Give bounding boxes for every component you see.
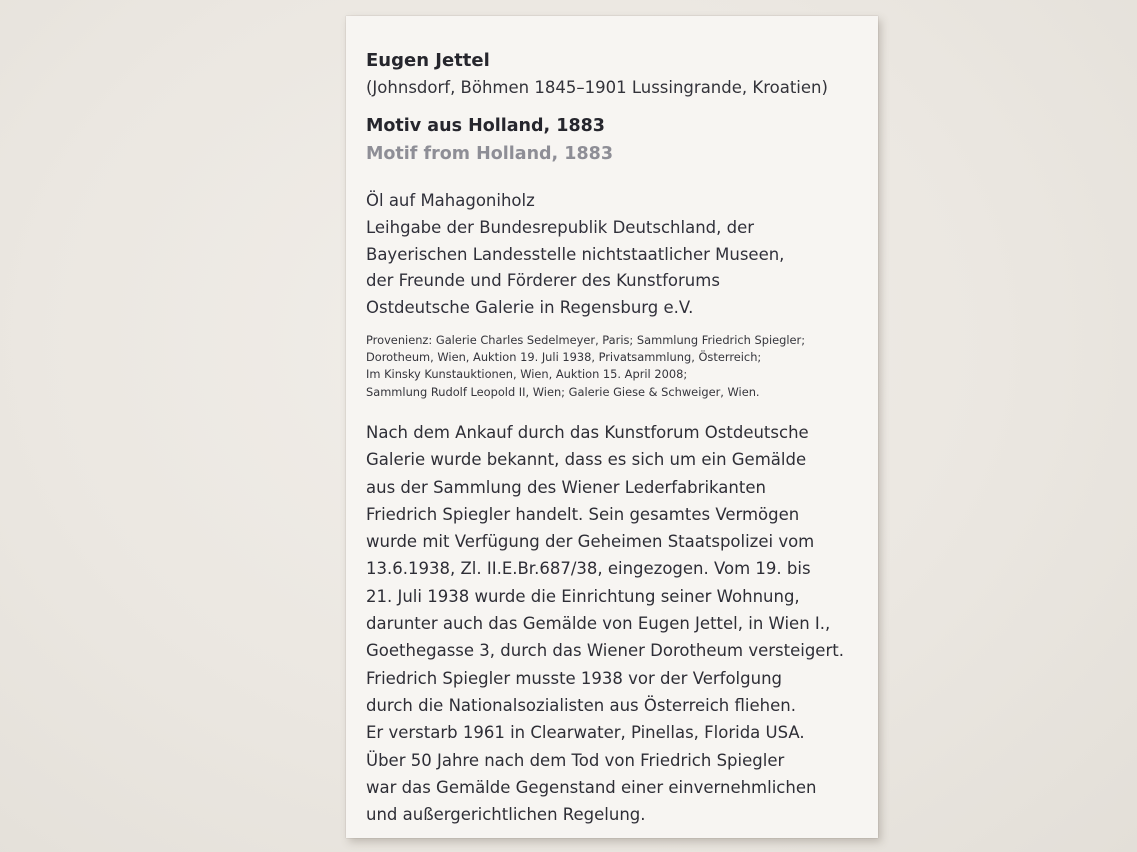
description-line: 13.6.1938, Zl. II.E.Br.687/38, eingezogen. Vom 19. bis xyxy=(366,559,811,579)
description-line: Galerie wurde bekannt, dass es sich um ein Gemälde xyxy=(366,450,807,470)
description-line: Über 50 Jahre nach dem Tod von Friedrich Spiegler xyxy=(366,750,785,770)
provenance-line: Dorotheum, Wien, Auktion 19. Juli 1938, Privatsammlung, Österreich; xyxy=(366,350,762,365)
description-line: darunter auch das Gemälde von Eugen Jettel, in Wien I., xyxy=(366,614,831,634)
provenance-line: Im Kinsky Kunstauktionen, Wien, Auktion 15. April 2008; xyxy=(366,367,688,382)
loan-line: Ostdeutsche Galerie in Regensburg e.V. xyxy=(366,298,694,318)
medium-line: Öl auf Mahagoniholz xyxy=(366,191,535,210)
loan-line: der Freunde und Förderer des Kunstforums xyxy=(366,271,720,291)
description-line: Nach dem Ankauf durch das Kunstforum Ostdeutsche xyxy=(366,423,809,442)
description-line: und außergerichtlichen Regelung. xyxy=(366,805,646,825)
description-line: aus der Sammlung des Wiener Lederfabrikanten xyxy=(366,477,766,497)
description-line: Friedrich Spiegler musste 1938 vor der Verfolgung xyxy=(366,668,783,688)
description-line: Goethegasse 3, durch das Wiener Dorotheum versteigert. xyxy=(366,641,844,661)
description-block xyxy=(366,419,844,828)
provenance-line: Sammlung Rudolf Leopold II, Wien; Galerie Giese & Schweiger, Wien. xyxy=(366,384,760,399)
description-line: war das Gemälde Gegenstand einer einvernehmlichen xyxy=(366,777,817,797)
description-line: wurde mit Verfügung der Geheimen Staatspolizei vom xyxy=(366,532,815,552)
medium-and-loan-block xyxy=(366,188,784,322)
description-line: Er verstarb 1961 in Clearwater, Pinellas, Florida USA. xyxy=(366,723,805,743)
provenance-block xyxy=(366,332,805,401)
loan-line: Leihgabe der Bundesrepublik Deutschland, der xyxy=(366,217,755,237)
museum-label-card xyxy=(346,16,878,838)
artist-biography: (Johnsdorf, Böhmen 1845–1901 Lussingrande, Kroatien) xyxy=(366,78,828,97)
description-line: 21. Juli 1938 wurde die Einrichtung seiner Wohnung, xyxy=(366,586,800,606)
artist-name: Eugen Jettel xyxy=(366,50,490,71)
description-line: Friedrich Spiegler handelt. Sein gesamtes Vermögen xyxy=(366,504,800,524)
artwork-title-english: Motif from Holland, 1883 xyxy=(366,144,614,164)
artwork-title-german: Motiv aus Holland, 1883 xyxy=(366,116,605,136)
provenance-line: Provenienz: Galerie Charles Sedelmeyer, Paris; Sammlung Friedrich Spiegler; xyxy=(366,333,806,347)
loan-line: Bayerischen Landesstelle nichtstaatlicher Museen, xyxy=(366,244,785,264)
description-line: durch die Nationalsozialisten aus Österreich fliehen. xyxy=(366,695,796,715)
